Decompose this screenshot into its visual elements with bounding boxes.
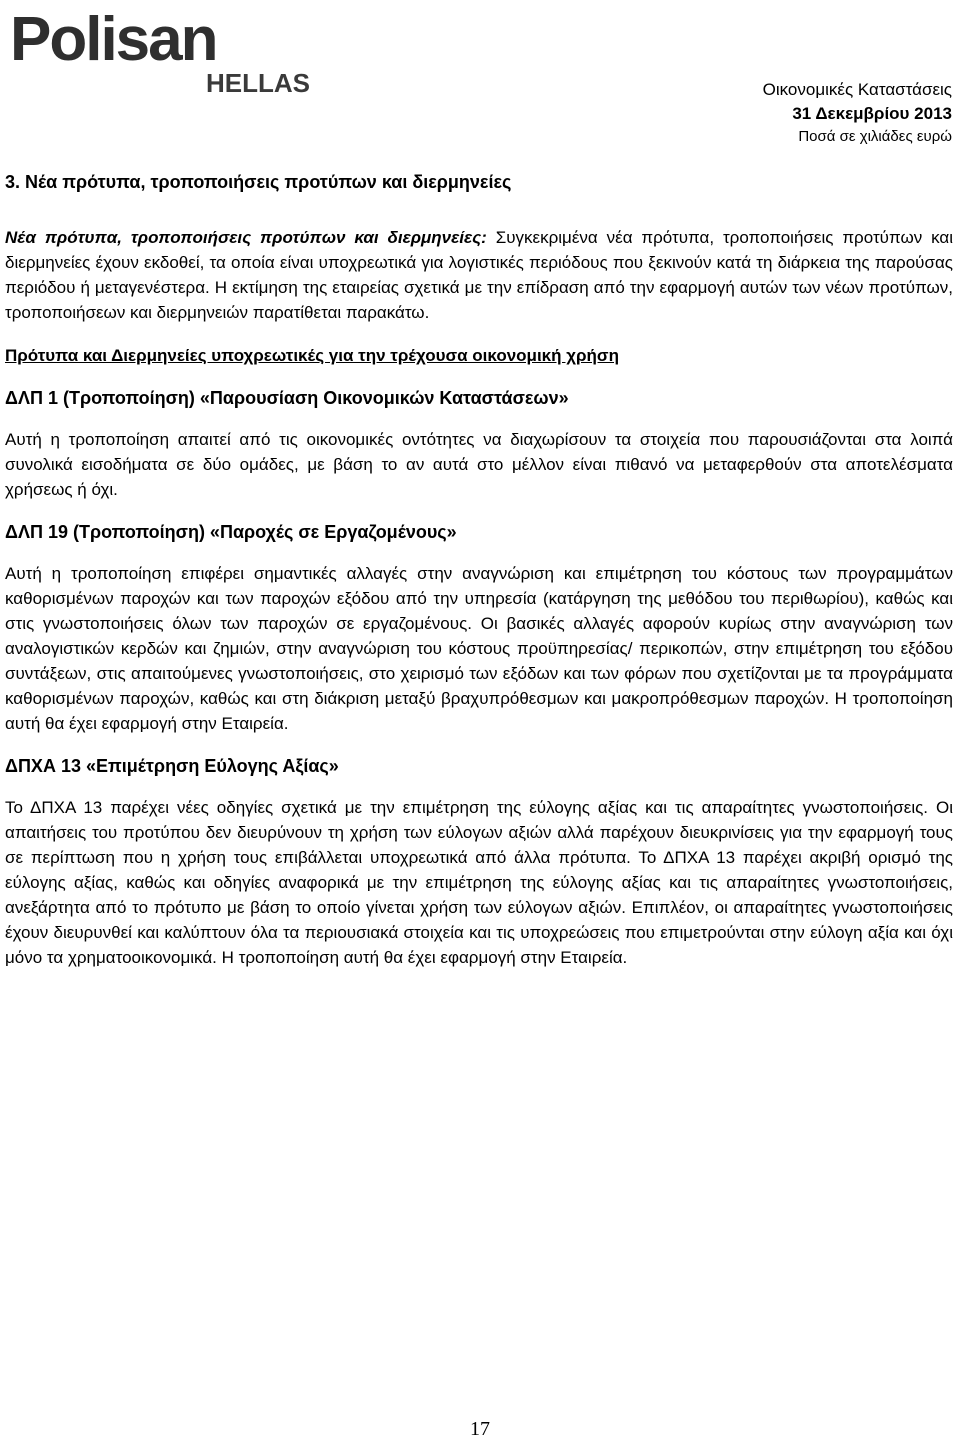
logo-brand-text: Polisan <box>10 5 217 74</box>
doc-units: Ποσά σε χιλιάδες ευρώ <box>798 128 952 145</box>
standard-heading-ias19: ΔΛΠ 19 (Τροποποίηση) «Παροχές σε Εργαζομένους» <box>5 522 457 542</box>
document-header <box>763 78 952 148</box>
standard-body-ias1: Αυτή η τροποποίηση απαιτεί από τις οικονομικές οντότητες να διαχωρίσουν τα στοιχεία που παρουσιάζονται στα λοιπά συνολικά εισοδήματα σε δύο ομάδες, με βάση το αν αυτά στο μέλλον είναι πιθανό να μεταφερθούν στα αποτελέσματα χρήσεως ή όχι. <box>5 430 953 499</box>
polisan-hellas-logo <box>4 4 324 98</box>
intro-lead: Νέα πρότυπα, τροποποιήσεις προτύπων και διερμηνείες: <box>5 228 487 247</box>
section-title: 3. Νέα πρότυπα, τροποποιήσεις προτύπων και διερμηνείες <box>5 172 512 192</box>
logo-sub-text: HELLAS <box>206 68 310 98</box>
intro-body: Συγκεκριμένα νέα πρότυπα, τροποποιήσεις προτύπων και διερμηνείες έχουν εκδοθεί, τα οποία είναι υποχρεωτικά για λογιστικές περιόδους που ξεκινούν κατά τη διάρκεια της παρούσας περιόδου ή μεταγενέστερα. Η εκτίμηση της εταιρείας σχετικά με την επίδραση από την εφαρμογή αυτών των νέων προτύπων, τροποποιήσεων και διερμηνειών παρατίθεται παρακάτω. <box>5 228 953 322</box>
intro-paragraph <box>5 225 953 325</box>
doc-date: 31 Δεκεμβρίου 2013 <box>792 104 952 123</box>
main-content <box>5 170 953 970</box>
standard-heading-ifrs13: ΔΠΧΑ 13 «Επιμέτρηση Εύλογης Αξίας» <box>5 756 339 776</box>
company-logo <box>4 4 324 98</box>
standard-body-ifrs13: Το ΔΠΧΑ 13 παρέχει νέες οδηγίες σχετικά με την επιμέτρηση της εύλογης αξίας και τις απαραίτητες γνωστοποιήσεις. Οι απαιτήσεις του προτύπου δεν διευρύνουν τη χρήση των εύλογων αξιών αλλά παρέχουν διευκρινίσεις για την εφαρμογή τους σε περίπτωση που η χρήση τους επιβάλλεται υποχρεωτικά από άλλα πρότυπα. Το ΔΠΧΑ 13 παρέχει ακριβή ορισμό της εύλογης αξίας, καθώς και οδηγίες αναφορικά με την επιμέτρηση της εύλογης αξίας και τις απαραίτητες γνωστοποιήσεις, ανεξάρτητα από το πρότυπο με βάση το οποίο γίνεται χρήση των εύλογων αξιών. Επιπλέον, οι απαραίτητες γνωστοποιήσεις έχουν διευρυνθεί και καλύπτουν όλα τα περιουσιακά στοιχεία και τις υποχρεώσεις που επιμετρούνται στην εύλογη αξία και όχι μόνο τα χρηματοοικονομικά. Η τροποποίηση αυτή θα έχει εφαρμογή στην Εταιρεία. <box>5 798 953 967</box>
page-number: 17 <box>470 1418 490 1440</box>
doc-title: Οικονομικές Καταστάσεις <box>762 80 952 99</box>
standard-heading-ias1: ΔΛΠ 1 (Τροποποίηση) «Παρουσίαση Οικονομικών Καταστάσεων» <box>5 388 569 408</box>
sub-heading: Πρότυπα και Διερμηνείες υποχρεωτικές για την τρέχουσα οικονομική χρήση <box>5 346 619 365</box>
standard-body-ias19: Αυτή η τροποποίηση επιφέρει σημαντικές αλλαγές στην αναγνώριση και επιμέτρηση του κόστους των προγραμμάτων καθορισμένων παροχών και των παροχών εξόδου από την υπηρεσία (κατάργηση της μεθόδου του περιθωρίου), καθώς και στις γνωστοποιήσεις όλων των παροχών σε εργαζομένους. Οι βασικές αλλαγές αφορούν κυρίως στην αναγνώριση των αναλογιστικών κερδών και ζημιών, στην αναγνώριση του κόστους προϋπηρεσίας/ περικοπών, στην επιμέτρηση του εξόδου συντάξεων, στις απαιτούμενες γνωστοποιήσεις, στο χειρισμό των εξόδων και των φόρων που σχετίζονται με τα προγράμματα καθορισμένων παροχών, καθώς και στη διάκριση μεταξύ βραχυπρόθεσμων και μακροπρόθεσμων παροχών. Η τροποποίηση αυτή θα έχει εφαρμογή στην Εταιρεία. <box>5 564 953 733</box>
